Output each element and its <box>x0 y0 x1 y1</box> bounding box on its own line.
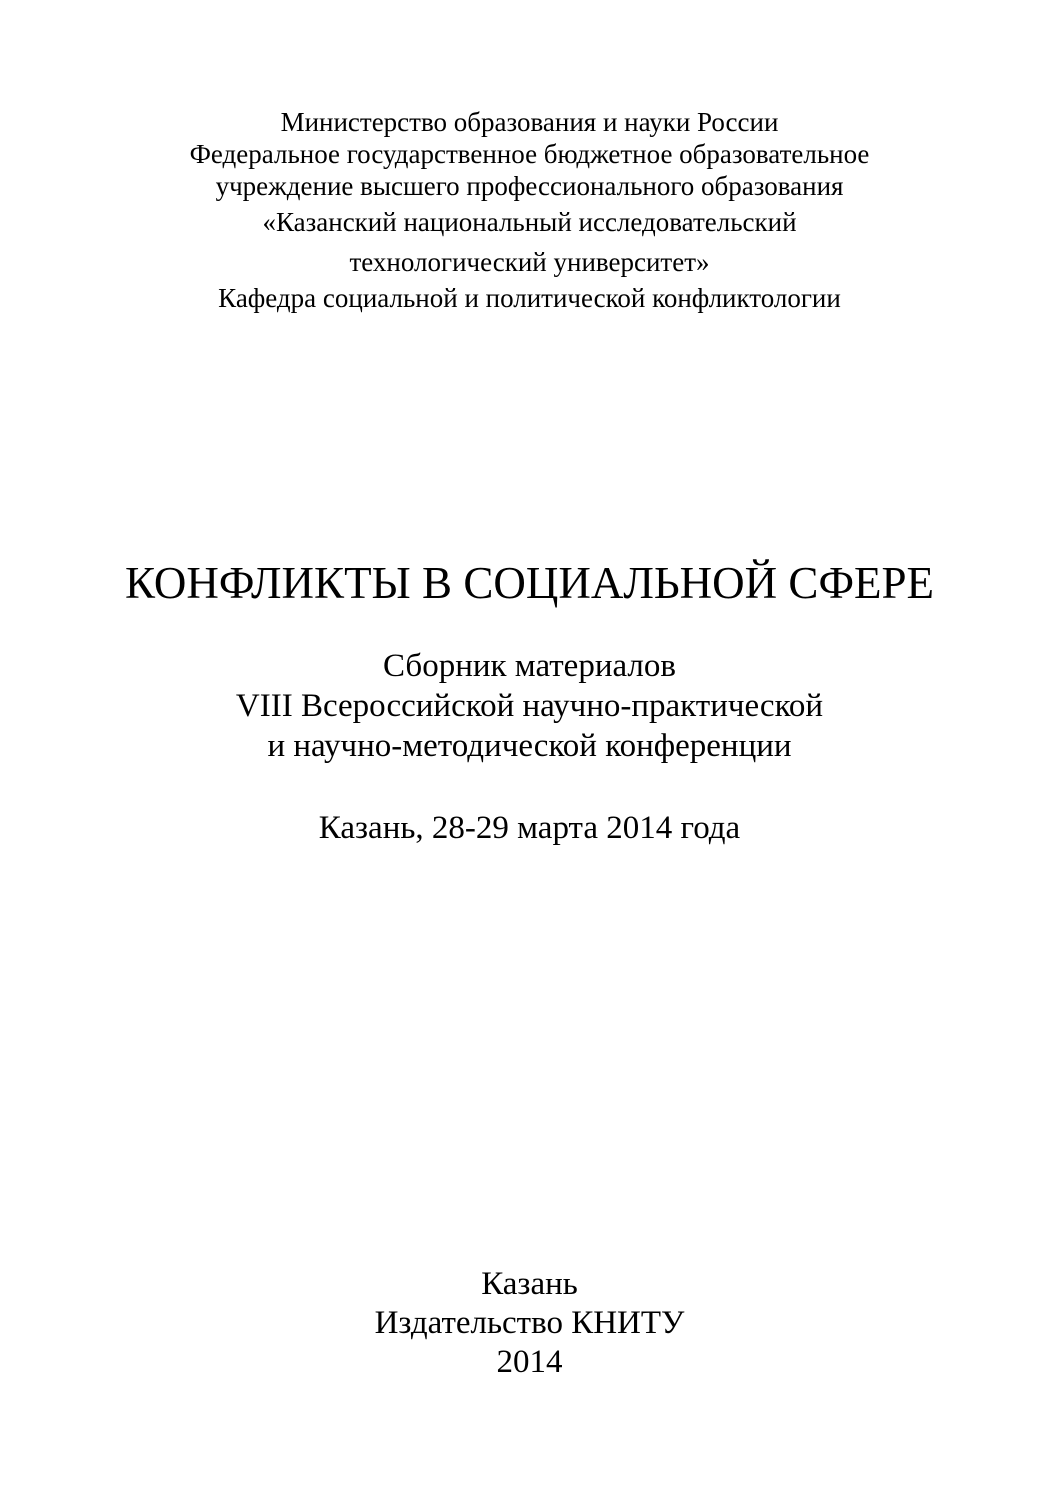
subtitle-line: Сборник материалов <box>383 648 676 684</box>
imprint <box>0 1265 1059 1382</box>
imprint-year: 2014 <box>496 1344 563 1380</box>
institution-header <box>0 106 1059 314</box>
department-line: Кафедра социальной и политической конфликтологии <box>218 283 841 313</box>
institution-type-line-2: учреждение высшего профессионального образования <box>215 171 844 201</box>
imprint-publisher: Издательство КНИТУ <box>374 1305 685 1341</box>
imprint-city: Казань <box>481 1266 578 1302</box>
document-subtitle <box>0 646 1059 766</box>
university-name-line: «Казанский национальный исследовательский <box>262 207 797 237</box>
document-title: КОНФЛИКТЫ В СОЦИАЛЬНОЙ СФЕРЕ <box>124 558 934 608</box>
subtitle-line: и научно-методической конференции <box>267 728 792 764</box>
subtitle-line: VIII Всероссийской научно-практической <box>235 688 824 724</box>
institution-type-line: Федеральное государственное бюджетное образовательное <box>189 139 870 169</box>
university-name-line-2: технологический университет» <box>349 247 710 277</box>
event-date: Казань, 28-29 марта 2014 года <box>318 810 741 846</box>
ministry-line: Министерство образования и науки России <box>280 107 779 137</box>
